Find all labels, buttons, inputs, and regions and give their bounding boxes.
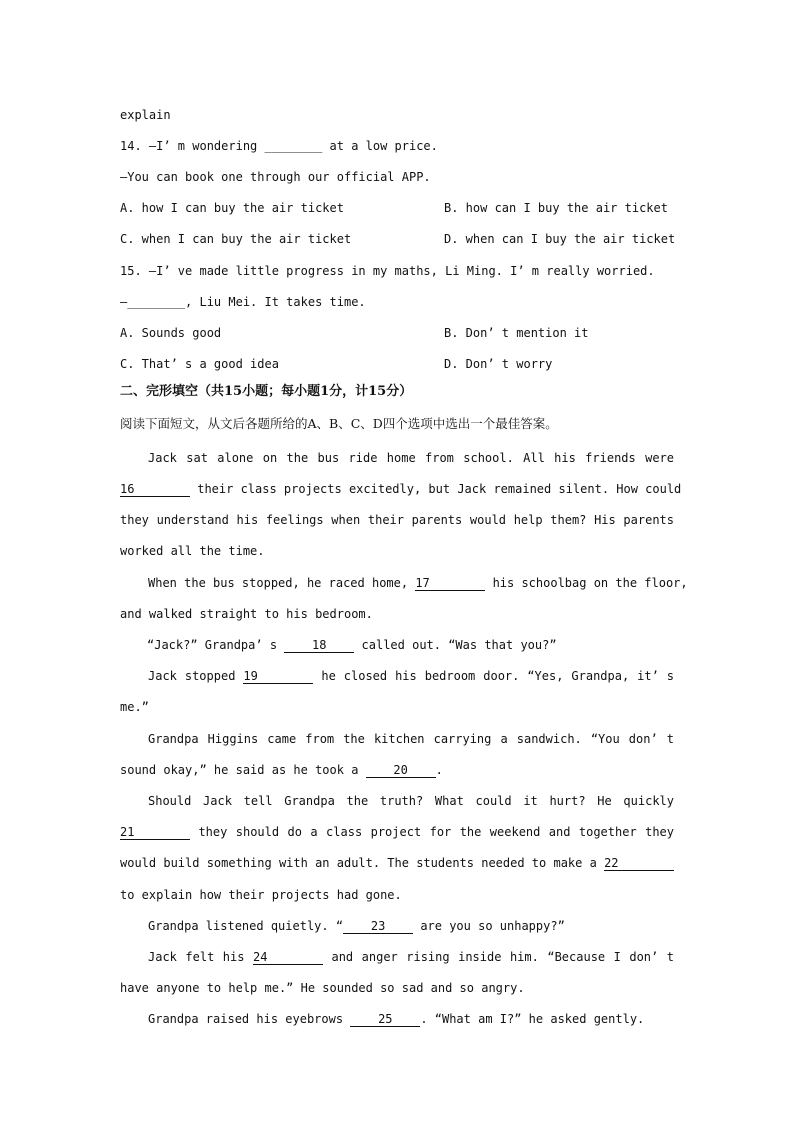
question-15-option-d: D. Don’ t worry (444, 357, 553, 371)
passage-line: 21 they should do a class project for the weekend and together they (120, 825, 675, 839)
passage-line: Jack stopped 19 he closed his bedroom door. “Yes, Grandpa, it’ s (148, 669, 675, 683)
previous-option-continuation: explain (120, 108, 171, 122)
question-15-option-c: C. That’ s a good idea (120, 357, 279, 371)
blank-25: 25 (350, 1012, 420, 1027)
passage-line: Jack sat alone on the bus ride home from school. All his friends were (148, 451, 674, 465)
question-15-reply: —________, Liu Mei. It takes time. (120, 295, 366, 309)
passage-line: have anyone to help me.” He sounded so sad and so angry. (120, 981, 525, 995)
passage-line: me.” (120, 700, 149, 714)
blank-19: 19 (243, 669, 313, 684)
passage-line: they understand his feelings when their parents would help them? His parents (120, 513, 674, 527)
passage-line: Should Jack tell Grandpa the truth? What could it hurt? He quickly (148, 794, 674, 808)
blank-23: 23 (343, 919, 413, 934)
question-14-option-c: C. when I can buy the air ticket (120, 232, 352, 246)
question-14-stem: 14. —I’ m wondering ________ at a low price. (120, 139, 438, 153)
passage-line: Grandpa listened quietly. “ 23 are you so unhappy?” (148, 919, 565, 933)
passage-line: worked all the time. (120, 544, 265, 558)
section-heading: 二、完形填空（共15小题；每小题1分，计15分） (120, 384, 413, 399)
question-15-option-b: B. Don’ t mention it (444, 326, 589, 340)
blank-16: 16 (120, 482, 190, 497)
passage-line: would build something with an adult. The students needed to make a 22 (120, 855, 674, 871)
question-14-option-d: D. when can I buy the air ticket (444, 232, 676, 246)
blank-24: 24 (253, 950, 323, 965)
question-15-option-a: A. Sounds good (120, 326, 222, 340)
passage-line: sound okay,” he said as he took a 20 . (120, 763, 443, 777)
question-14-option-b: B. how can I buy the air ticket (444, 201, 668, 215)
blank-21: 21 (120, 825, 190, 840)
passage-line: 16 their class projects excitedly, but Jack remained silent. How could (120, 482, 682, 496)
passage-line: Jack felt his 24 and anger rising inside him. “Because I don’ t (148, 950, 674, 964)
section-instruction: 阅读下面短文，从文后各题所给的A、B、C、D四个选项中选出一个最佳答案。 (120, 416, 558, 431)
passage-line: Grandpa raised his eyebrows 25 . “What am I?” he asked gently. (148, 1012, 645, 1026)
passage-line: Grandpa Higgins came from the kitchen carrying a sandwich. “You don’ t (148, 732, 674, 746)
passage-line: When the bus stopped, he raced home, 17 his schoolbag on the floor, (148, 576, 688, 590)
question-14-option-a: A. how I can buy the air ticket (120, 201, 344, 215)
blank-18: 18 (284, 638, 354, 653)
blank-17: 17 (415, 576, 485, 591)
passage-line: “Jack?” Grandpa’ s 18 called out. “Was that you?” (147, 638, 557, 652)
question-14-reply: —You can book one through our official APP. (120, 170, 431, 184)
passage-line: and walked straight to his bedroom. (120, 607, 373, 621)
blank-22: 22 (604, 856, 674, 871)
blank-20: 20 (366, 763, 436, 778)
question-15-stem: 15. —I’ ve made little progress in my maths, Li Ming. I’ m really worried. (120, 264, 655, 278)
passage-line: to explain how their projects had gone. (120, 888, 402, 902)
